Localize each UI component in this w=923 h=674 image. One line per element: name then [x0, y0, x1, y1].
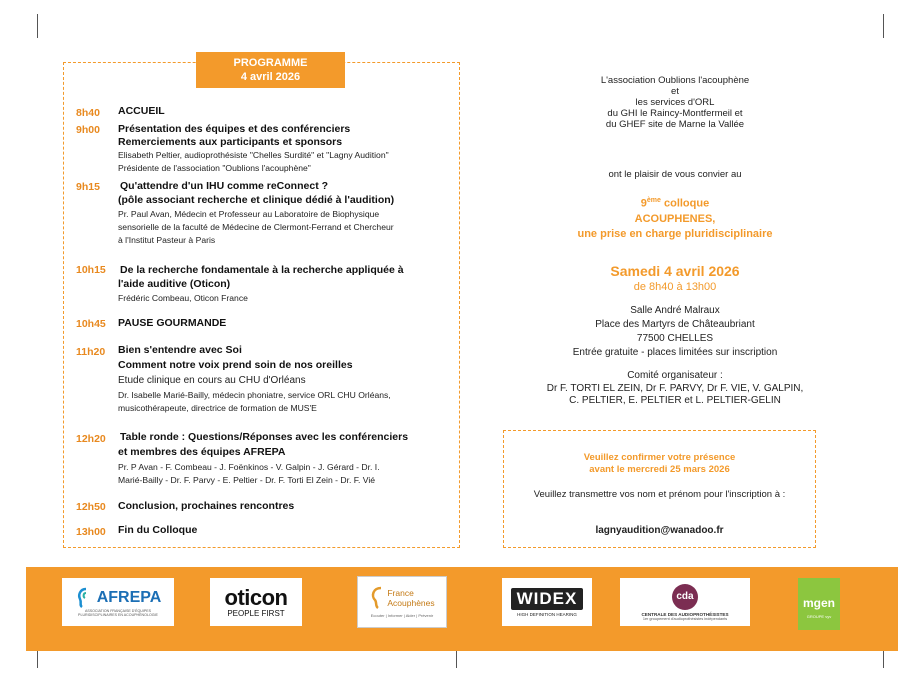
- agenda-title: l'aide auditive (Oticon): [118, 278, 231, 290]
- agenda-speaker: Présidente de l'association "Oublions l'acouphène": [118, 163, 311, 173]
- crop-mark: [883, 14, 884, 38]
- venue-line: Salle André Malraux: [630, 305, 720, 316]
- time-label: 8h40: [76, 107, 100, 119]
- invitation-line: L'association Oublions l'acouphène: [600, 75, 750, 86]
- time-label: 9h00: [76, 124, 100, 136]
- agenda-title: Table ronde : Questions/Réponses avec les conférenciers: [120, 431, 409, 443]
- venue-block: [510, 304, 840, 360]
- colloque-sup: ème: [646, 197, 661, 204]
- cda-badge: cda: [672, 584, 698, 610]
- agenda-title: De la recherche fondamentale à la recherche appliquée à: [120, 264, 404, 276]
- comite-title: Comité organisateur :: [627, 370, 723, 381]
- time-label: 12h50: [76, 501, 106, 513]
- comite-block: [500, 370, 850, 408]
- invitation-header: [530, 75, 820, 130]
- confirm-deadline: [503, 452, 816, 476]
- programme-title: PROGRAMME: [233, 57, 308, 69]
- agenda-speaker: Marié-Bailly - Dr. F. Parvy - E. Peltier - Dr. F. Torti El Zein - Dr. F. Vié: [118, 475, 376, 485]
- venue-line: Place des Martyrs de Châteaubriant: [595, 319, 755, 330]
- confirm-line: Veuillez confirmer votre présence: [583, 452, 736, 463]
- invitation-convie: ont le plaisir de vous convier au: [608, 169, 742, 180]
- mgen-wordmark: mgen: [802, 595, 835, 610]
- agenda-title: PAUSE GOURMANDE: [118, 317, 227, 329]
- invitation-line: et: [671, 86, 679, 97]
- agenda-speaker: Pr. P Avan - F. Combeau - J. Foënkinos - V. Galpin - J. Gérard - Dr. I.: [118, 462, 380, 472]
- venue-line: 77500 CHELLES: [636, 333, 714, 344]
- widex-wordmark: WIDEX: [511, 588, 584, 610]
- cda-subtitle: CENTRALE DES AUDIOPROTHÉSISTES: [641, 611, 729, 617]
- colloque-block: [510, 193, 840, 242]
- agenda-speaker: Frédéric Combeau, Oticon France: [118, 293, 248, 303]
- comite-line: Dr F. TORTI EL ZEIN, Dr F. PARVY, Dr F. VIE, V. GALPIN,: [546, 382, 804, 394]
- contact-email[interactable]: lagnyaudition@wanadoo.fr: [595, 525, 724, 536]
- agenda-title: Fin du Colloque: [118, 524, 198, 536]
- agenda-title: Qu'attendre d'un IHU comme reConnect ?: [120, 180, 329, 192]
- invitation-line: du GHEF site de Marne la Vallée: [605, 119, 745, 130]
- venue-line: Entrée gratuite - places limitées sur inscription: [572, 347, 778, 358]
- cda-tagline: 1er groupement d'audioprothésistes indépendants: [642, 616, 728, 621]
- fa-tagline: Ecouter | Informer | Aider | Prévenir: [370, 613, 434, 618]
- agenda-title: Conclusion, prochaines rencontres: [118, 500, 295, 512]
- time-label: 10h45: [76, 318, 106, 330]
- colloque-word: colloque: [660, 197, 710, 210]
- colloque-subtitle: une prise en charge pluridisciplinaire: [577, 227, 773, 240]
- confirm-line: avant le mercredi 25 mars 2026: [589, 464, 730, 475]
- time-label: 13h00: [76, 526, 106, 538]
- agenda-title: (pôle associant recherche et clinique dédié à l'audition): [118, 194, 395, 206]
- agenda-speaker: Dr. Isabelle Marié-Bailly, médecin phoniatre, service ORL CHU Orléans,: [118, 390, 391, 400]
- afrepa-logo: [62, 578, 174, 626]
- agenda-speaker: musicothérapeute, directrice de formation de MUS'E: [118, 403, 317, 413]
- crop-mark: [37, 14, 38, 38]
- afrepa-mark: [75, 587, 162, 609]
- time-label: 9h15: [76, 181, 100, 193]
- fa-line: France: [387, 588, 414, 598]
- agenda-speaker: Elisabeth Peltier, audioprothésiste "Chelles Surdité" et "Lagny Audition": [118, 150, 389, 160]
- programme-header: [196, 52, 345, 88]
- invitation-line: du GHI le Raincy-Montfermeil et: [607, 108, 743, 119]
- widex-logo: [502, 578, 592, 626]
- mgen-logo: [798, 578, 840, 630]
- event-hours: de 8h40 à 13h00: [633, 281, 717, 293]
- time-label: 12h20: [76, 433, 106, 445]
- fa-mark: [369, 586, 434, 610]
- time-label: 10h15: [76, 264, 106, 276]
- comite-line: C. PELTIER, E. PELTIER et L. PELTIER-GELIN: [569, 395, 781, 406]
- colloque-title: ACOUPHENES,: [634, 212, 716, 225]
- fa-ear-icon: [369, 586, 387, 610]
- fa-line: Acouphènes: [387, 598, 435, 608]
- oticon-wordmark: oticon: [224, 584, 288, 610]
- agenda-title: et membres des équipes AFREPA: [118, 446, 286, 458]
- widex-tagline: HIGH DEFINITION HEARING: [517, 611, 577, 617]
- agenda-speaker: à l'Institut Pasteur à Paris: [118, 235, 216, 245]
- agenda-note: Etude clinique en cours au CHU d'Orléans: [118, 375, 306, 386]
- cda-logo: [620, 578, 750, 626]
- colloque-number-line: [510, 193, 840, 212]
- france-acouphenes-logo: [357, 576, 447, 628]
- event-date: Samedi 4 avril 2026: [610, 263, 740, 279]
- colloque-number: 9: [640, 197, 647, 210]
- oticon-logo: [210, 578, 302, 626]
- agenda-title: ACCUEIL: [118, 105, 165, 117]
- programme-date: 4 avril 2026: [240, 71, 301, 83]
- agenda-title: Présentation des équipes et des conférenciers: [118, 123, 351, 135]
- confirm-instructions: Veuillez transmettre vos nom et prénom pour l'inscription à :: [533, 489, 786, 500]
- afrepa-wordmark: AFREPA: [96, 589, 162, 606]
- mgen-tagline: GROUPE vyv: [806, 613, 832, 619]
- agenda-speaker: sensorielle de la faculté de Médecine de Clermont-Ferrand et Chercheur: [118, 222, 394, 232]
- invitation-line: les services d'ORL: [635, 97, 715, 108]
- time-label: 11h20: [76, 346, 106, 358]
- agenda-title: Comment notre voix prend soin de nos oreilles: [118, 359, 353, 371]
- afrepa-subtitle: ASSOCIATION FRANÇAISE D'ÉQUIPES PLURIDISCIPLINAIRES EN ACOUPHÉNOLOGIE: [78, 609, 158, 617]
- oticon-tagline: PEOPLE FIRST: [227, 608, 285, 618]
- afrepa-ear-icon: [75, 587, 97, 609]
- agenda-speaker: Pr. Paul Avan, Médecin et Professeur au Laboratoire de Biophysique: [118, 209, 380, 219]
- agenda-title: Bien s'entendre avec Soi: [118, 344, 242, 356]
- agenda-title: Remerciements aux participants et sponsors: [118, 136, 343, 148]
